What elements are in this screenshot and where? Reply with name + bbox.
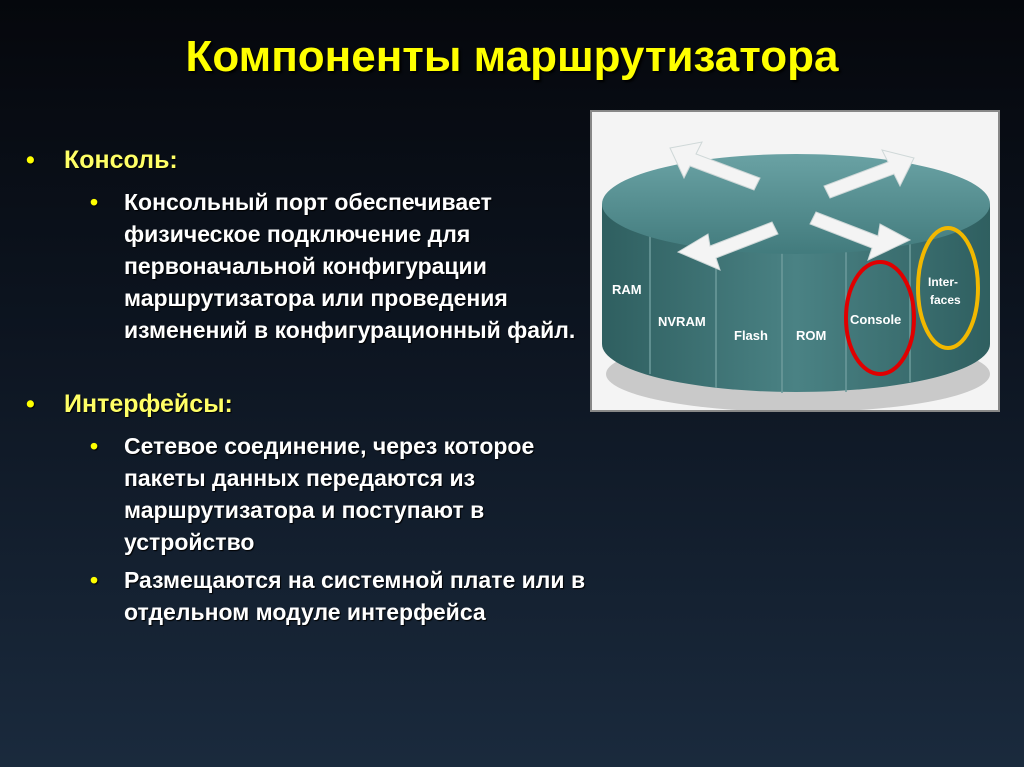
bullet-console [24,144,594,176]
segment-label-interfaces-1: Inter- [928,275,958,289]
interfaces-heading: Интерфейсы: [64,390,233,418]
interfaces-text-2: Размещаются на системной плате или в отдельном модуле интерфейса [124,567,586,625]
segment-label-ram: RAM [612,282,642,297]
segment-label-rom: ROM [796,328,827,343]
router-cylinder-illustration [592,112,998,410]
bullet-dot-icon: • [90,567,99,593]
console-description [24,186,594,346]
bullet-dot-icon: • [90,433,99,459]
bullet-list [24,144,594,628]
bullet-dot-icon: • [90,189,99,215]
bullet-dot-icon: • [26,390,35,418]
segment-label-nvram: NVRAM [658,314,706,329]
bullet-dot-icon: • [26,146,35,174]
interfaces-description-1 [24,430,594,558]
segment-label-console: Console [850,312,902,327]
console-heading: Консоль: [64,146,178,174]
slide-title: Компоненты маршрутизатора [185,32,839,81]
bullet-interfaces [24,388,594,420]
router-diagram [590,110,1000,412]
interfaces-text-1: Сетевое соединение, через которое пакеты данных передаются из маршрутизатора и поступают в устройство [124,433,535,555]
console-text: Консольный порт обеспечивает физическое подключение для первоначальной конфигурации маршрутизатора или проведения изменений в конфигурационный файл. [124,189,576,343]
segment-label-interfaces-2: faces [930,293,961,307]
segment-label-flash: Flash [734,328,768,343]
interfaces-description-2 [24,564,594,628]
